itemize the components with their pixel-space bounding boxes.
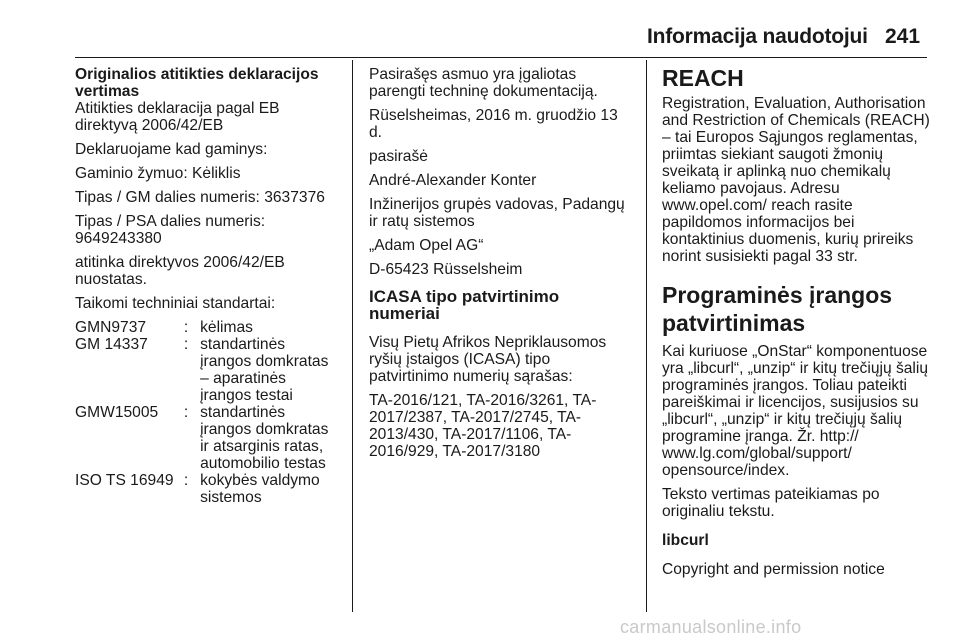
paragraph: Deklaruojame kad gaminys: — [75, 141, 268, 158]
table-row — [75, 404, 337, 472]
separator: : — [183, 336, 189, 353]
standard-code: GMN9737 — [75, 319, 147, 336]
paragraph: „Adam Opel AG“ — [369, 237, 484, 254]
standard-description: standartinės įrangos domkratas – aparatinės įrangos testai — [200, 336, 329, 404]
paragraph: pasirašė — [369, 148, 428, 165]
libcurl-heading: libcurl — [662, 532, 709, 549]
icasa-heading: ICASA tipo patvirtinimo numeriai — [369, 287, 560, 323]
paragraph: Atitikties deklaracija pagal EB direktyvą 2006/42/EB — [75, 100, 280, 134]
paragraph: Visų Pietų Afrikos Nepriklausomos ryšių įstaigos (ICASA) tipo patvirtinimo numerių sąrašas: — [369, 334, 607, 385]
paragraph: D-65423 Rüsselsheim — [369, 261, 523, 278]
software-approval-heading: Programinės įrangos patvirtinimas — [662, 282, 893, 336]
watermark: carmanualsonline.info — [620, 617, 802, 637]
table-row — [75, 472, 337, 506]
table-row — [75, 336, 337, 404]
column-1 — [75, 66, 337, 506]
standard-description: kokybės valdymo sistemos — [200, 472, 320, 506]
paragraph: Gaminio žymuo: Kėliklis — [75, 165, 241, 182]
paragraph: Teksto vertimas pateikiamas po originaliu tekstu. — [662, 486, 880, 520]
paragraph: Registration, Evaluation, Authorisation and Restriction of Chemicals (REACH) – tai Europos Sąjungos reglamentas, priimtas siekiant saugoti žmonių sveikatą ir aplinką nuo chemikalų keliamo pavojaus. Adresu www.opel.com/ reach rasite papildomos informacijos bei kontaktinius duomenis, kurių prireiks norint susisiekti pagal 33 str. — [662, 95, 930, 265]
standard-description: kėlimas — [200, 319, 253, 336]
column-2 — [369, 66, 631, 467]
separator: : — [183, 319, 189, 336]
separator: : — [183, 472, 189, 489]
column-3 — [662, 66, 930, 585]
column-divider-1 — [352, 60, 353, 612]
reach-heading: REACH — [662, 65, 744, 91]
standard-code: GM 14337 — [75, 336, 148, 353]
paragraph: André-Alexander Konter — [369, 172, 537, 189]
paragraph: Kai kuriuose „OnStar“ komponentuose yra „libcurl“, „unzip“ ir kitų trečiųjų šalių programinės įrangos. Toliau pateikti pareiškimai ir licencijos, susijusios su „libcurl“, „unzip“ ir kitų trečiųjų šalių programine įranga. Žr. http:// www.lg.com/global/support/ opensource/index. — [662, 343, 929, 479]
standard-description: standartinės įrangos domkratas ir atsarginis ratas, automobilio testas — [200, 404, 329, 472]
paragraph: Rüselsheimas, 2016 m. gruodžio 13 d. — [369, 107, 618, 141]
declaration-heading: Originalios atitikties deklaracijos vertimas — [75, 66, 319, 100]
paragraph: Copyright and permission notice — [662, 561, 885, 578]
paragraph: Inžinerijos grupės vadovas, Padangų ir ratų sistemos — [369, 196, 625, 230]
standard-code: GMW15005 — [75, 404, 159, 421]
page-number: 241 — [885, 25, 921, 48]
header-divider — [75, 57, 927, 58]
page-header-title: Informacija naudotojui — [647, 25, 868, 48]
paragraph: Pasirašęs asmuo yra įgaliotas parengti techninę dokumentaciją. — [369, 66, 598, 100]
column-divider-2 — [646, 60, 647, 612]
paragraph: atitinka direktyvos 2006/42/EB nuostatas. — [75, 254, 285, 288]
standard-code: ISO TS 16949 — [75, 472, 174, 489]
paragraph: TA-2016/121, TA-2016/3261, TA-2017/2387, TA-2017/2745, TA-2013/430, TA-2017/1106, TA-2016/929, TA-2017/3180 — [369, 392, 597, 460]
paragraph: Tipas / GM dalies numeris: 3637376 — [75, 189, 325, 206]
standards-table — [75, 319, 337, 506]
paragraph: Tipas / PSA dalies numeris: 9649243380 — [75, 213, 266, 247]
paragraph: Taikomi techniniai standartai: — [75, 295, 276, 312]
separator: : — [183, 404, 189, 421]
table-row — [75, 319, 337, 336]
